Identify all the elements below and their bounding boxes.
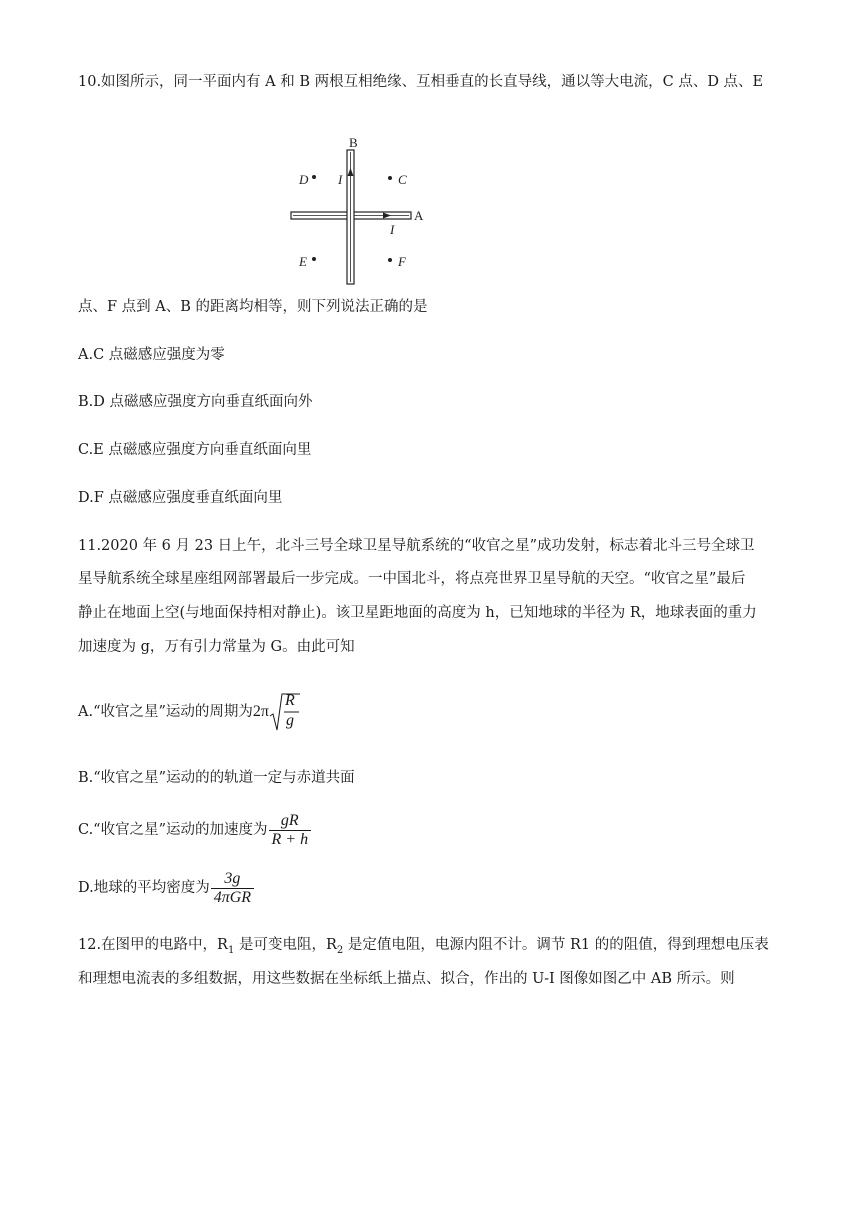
q11-option-a-coef: 2π	[252, 703, 269, 720]
q11-option-d	[78, 866, 254, 910]
wires-diagram	[285, 132, 435, 292]
sqrt-numerator: R	[284, 692, 295, 709]
q10-option-d: D.F 点磁感应强度垂直纸面向里	[78, 490, 283, 506]
q10-stem-line1: 10.如图所示，同一平面内有 A 和 B 两根互相绝缘、互相垂直的长直导线，通以等大电流，C 点、D 点、E	[78, 74, 764, 90]
sqrt-denominator: g	[285, 712, 294, 729]
fraction-d	[211, 870, 254, 907]
q11-stem-line3: 静止在地面上空(与地面保持相对静止)。该卫星距地面的高度为 h，已知地球的半径为 R，地球表面的重力	[78, 605, 757, 621]
q12-line1-part-b: 是可变电阻，R	[234, 937, 337, 953]
sqrt-expression	[269, 692, 301, 732]
q11-option-d-text: D.地球的平均密度为	[78, 880, 210, 896]
q12-sub-2: 2	[336, 944, 344, 956]
point-e	[312, 257, 316, 261]
label-a: A	[414, 208, 424, 223]
point-c	[388, 176, 392, 180]
q11-stem-line4: 加速度为 g，万有引力常量为 G。由此可知	[78, 639, 355, 655]
q11-option-c-text: C.“收官之星”运动的加速度为	[78, 822, 268, 838]
q11-stem-line2: 星导航系统全球星座组网部署最后一步完成。一中国北斗，将点亮世界卫星导航的天空。“收官之星”最后	[78, 571, 746, 587]
q11-option-b: B.“收官之星”运动的的轨道一定与赤道共面	[78, 770, 355, 786]
label-d: D	[299, 172, 309, 187]
fraction-c-numerator: gR	[280, 811, 299, 829]
q11-option-c	[78, 808, 311, 852]
q10-stem-line2: 点、F 点到 A、B 的距离均相等，则下列说法正确的是	[78, 299, 428, 315]
q11-stem-line1: 11.2020 年 6 月 23 日上午，北斗三号全球卫星导航系统的“收官之星”成功发射，标志着北斗三号全球卫	[78, 538, 755, 554]
label-b: B	[349, 135, 358, 150]
label-current-a: I	[390, 222, 395, 237]
q10-option-c: C.E 点磁感应强度方向垂直纸面向里	[78, 442, 312, 458]
point-d	[312, 175, 316, 179]
label-current-b: I	[338, 172, 343, 187]
label-f: F	[398, 254, 406, 269]
q10-option-a: A.C 点磁感应强度为零	[78, 347, 225, 363]
fraction-d-numerator: 3g	[224, 869, 241, 887]
point-f	[388, 258, 392, 262]
q11-option-a	[78, 690, 301, 734]
q12-line1-part-a: 12.在图甲的电路中，R	[78, 937, 228, 953]
q10-figure	[285, 132, 435, 292]
q12-sub-1: 1	[227, 944, 235, 956]
q12-line1	[78, 935, 769, 961]
q12-line1-part-c: 是定值电阻，电源内阻不计。调节 R1 的的阻值，得到理想电压表	[343, 937, 769, 953]
q12-line2: 和理想电流表的多组数据，用这些数据在坐标纸上描点、拟合，作出的 U-I 图像如图乙中 AB 所示。则	[78, 971, 735, 987]
fraction-c	[269, 812, 312, 849]
label-e: E	[299, 254, 307, 269]
q10-option-b: B.D 点磁感应强度方向垂直纸面向外	[78, 394, 313, 410]
fraction-c-denominator: R + h	[269, 830, 312, 849]
fraction-d-denominator: 4πGR	[211, 888, 254, 907]
q11-option-a-text: A.“收官之星”运动的周期为	[78, 704, 253, 720]
label-c: C	[398, 172, 407, 187]
